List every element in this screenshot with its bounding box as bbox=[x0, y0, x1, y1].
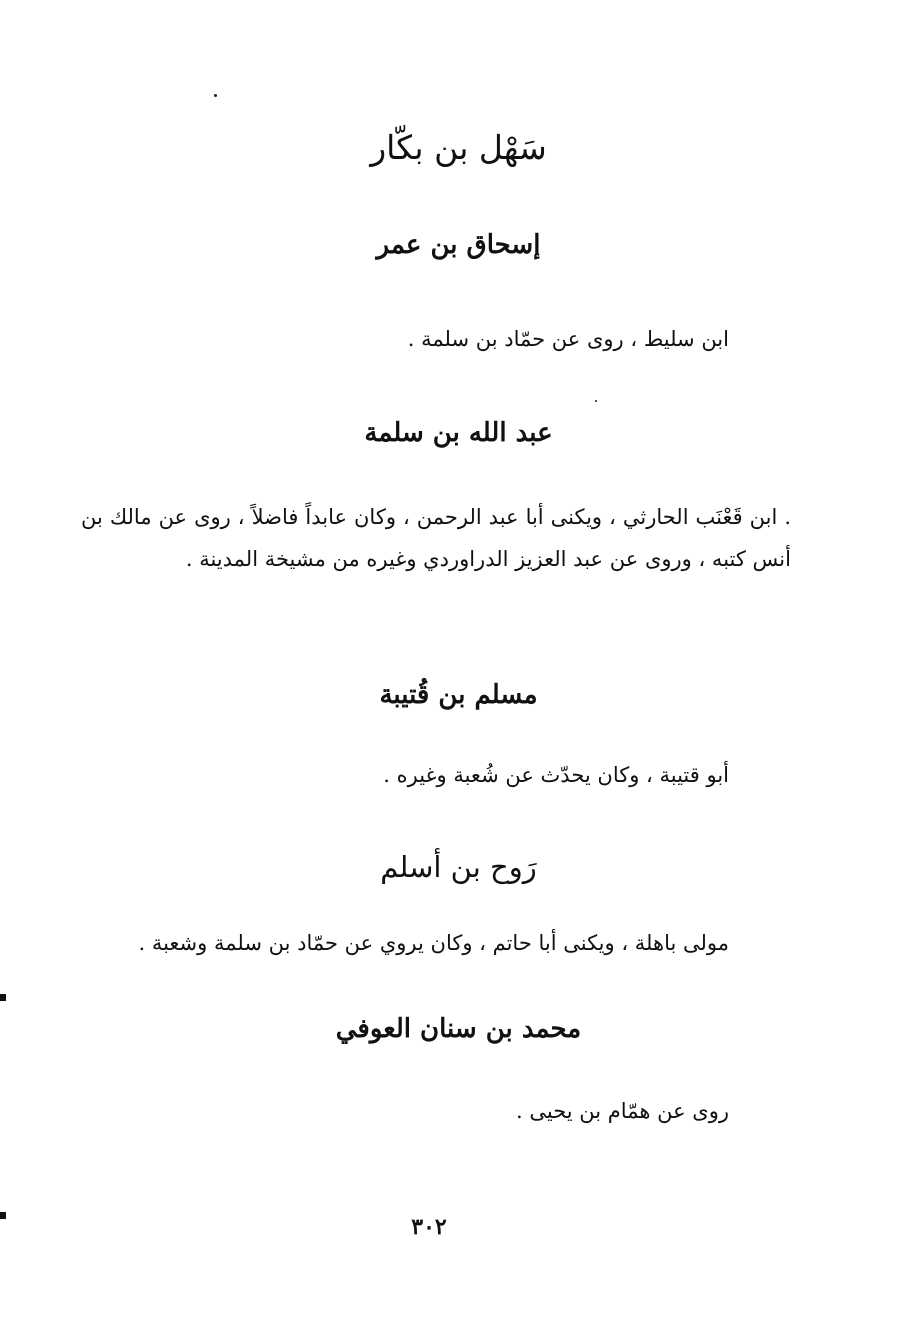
edge-mark bbox=[0, 994, 6, 1001]
entry-name-abdullah: عبد الله بن سلمة bbox=[364, 418, 553, 448]
entry-text-muslim: أبو قتيبة ، وكان يحدّث عن شُعبة وغيره . bbox=[383, 763, 729, 787]
print-speck bbox=[595, 400, 597, 402]
entry-name-muslim: مسلم بن قُتيبة bbox=[379, 680, 538, 710]
entry-text-abdullah: . ابن قَعْنَب الحارثي ، ويكنى أبا عبد الرحمن ، وكان عابداً فاضلاً ، روى عن مالك بن أنس كتبه ، وروى عن عبد العزيز الدراوردي وغيره من مشيخة المدينة . bbox=[81, 505, 791, 571]
entry-text-muhammad: روى عن همّام بن يحيى . bbox=[516, 1099, 729, 1123]
entry-name-rawh: رَوح بن أسلم bbox=[380, 850, 537, 884]
entry-text-rawh: مولى باهلة ، ويكنى أبا حاتم ، وكان يروي عن حمّاد بن سلمة وشعبة . bbox=[138, 931, 729, 955]
page-number: ٣٠٢ bbox=[411, 1214, 447, 1240]
edge-mark bbox=[0, 1212, 6, 1219]
entry-name-ishaq: إسحاق بن عمر bbox=[376, 230, 541, 260]
entry-name-muhammad: محمد بن سنان العوفي bbox=[335, 1014, 582, 1044]
print-speck bbox=[214, 94, 217, 97]
page-title: سَهْل بن بكّار bbox=[370, 128, 547, 167]
entry-text-ishaq: ابن سليط ، روى عن حمّاد بن سلمة . bbox=[407, 327, 729, 351]
